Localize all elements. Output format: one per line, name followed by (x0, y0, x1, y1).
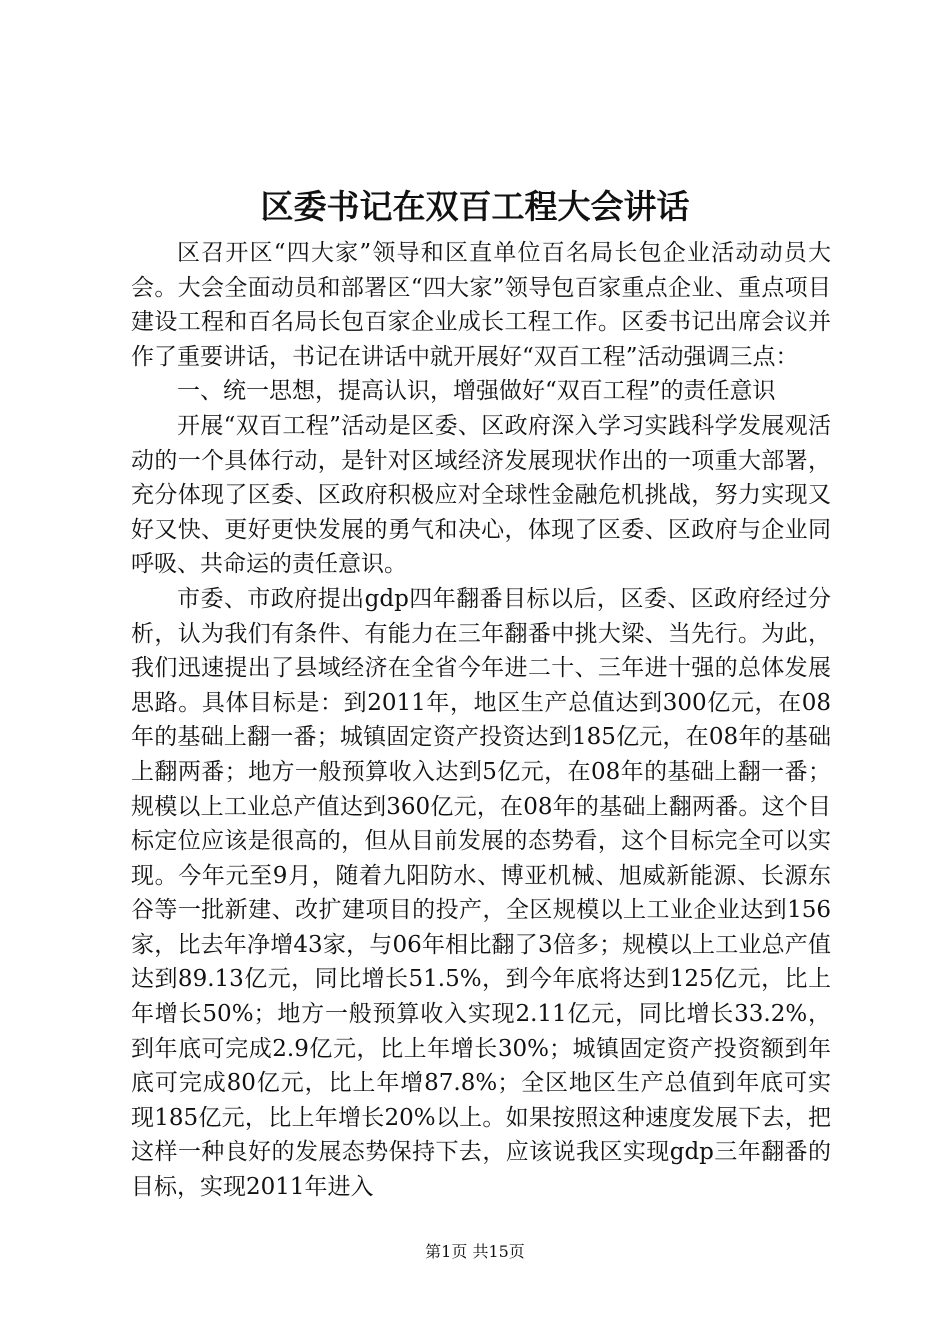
paragraph-shuangbai-activity: 开展“双百工程”活动是区委、区政府深入学习实践科学发展观活动的一个具体行动，是针对区域经济发展现状作出的一项重大部署，充分体现了区委、区政府积极应对全球性金融危机挑战，努力实现又好又快、更好更快发展的勇气和决心，体现了区委、区政府与企业同呼吸、共命运的责任意识。 (131, 412, 831, 578)
paragraph-intro: 区召开区“四大家”领导和区直单位百名局长包企业活动动员大会。大会全面动员和部署区“四大家”领导包百家重点企业、重点项目建设工程和百名局长包百家企业成长工程工作。区委书记出席会议并作了重要讲话，书记在讲话中就开展好“双百工程”活动强调三点： (131, 240, 831, 370)
page-footer: 第1页 共15页 (425, 1242, 525, 1261)
paragraph-gdp-targets: 市委、市政府提出gdp四年翻番目标以后，区委、区政府经过分析，认为我们有条件、有能力在三年翻番中挑大梁、当先行。为此，我们迅速提出了县域经济在全省今年进二十、三年进十强的总体发展思路。具体目标是：到2011年，地区生产总值达到300亿元，在08年的基础上翻一番；城镇固定资产投资达到185亿元，在08年的基础上翻两番；地方一般预算收入达到5亿元，在08年的基础上翻一番；规模以上工业总产值达到360亿元，在08年的基础上翻两番。这个目标定位应该是很高的，但从目前发展的态势看，这个目标完全可以实现。今年元至9月，随着九阳防水、博亚机械、旭威新能源、长源东谷等一批新建、改扩建项目的投产，全区规模以上工业企业达到156家，比去年净增43家，与06年相比翻了3倍多；规模以上工业总产值达到89.13亿元，同比增长51.5%，到今年底将达到125亿元，比上年增长50%；地方一般预算收入实现2.11亿元，同比增长33.2%，到年底可完成2.9亿元，比上年增长30%；城镇固定资产投资额到年底可完成80亿元，比上年增87.8%；全区地区生产总值到年底可实现185亿元，比上年增长20%以上。如果按照这种速度发展下去，把这样一种良好的发展态势保持下去，应该说我区实现gdp三年翻番的目标，实现2011年进入 (131, 585, 831, 1201)
paragraph-section-heading: 一、统一思想，提高认识，增强做好“双百工程”的责任意识 (177, 378, 776, 405)
document-title: 区委书记在双百工程大会讲话 (260, 187, 690, 226)
document-body (131, 236, 831, 1205)
